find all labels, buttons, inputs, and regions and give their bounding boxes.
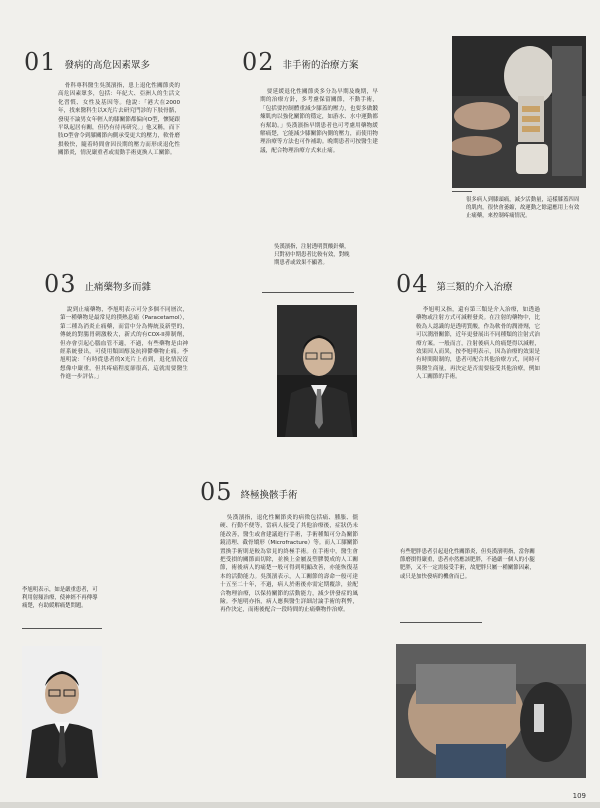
caption-rule — [452, 191, 472, 192]
section-05-body — [220, 514, 358, 776]
section-title: 止痛藥物多而雜 — [84, 282, 152, 293]
paragraph: 吳漢濱指，退化性關節炎的病徵包括痛、腫脹、僵硬、行動不便等，當病人接受了其他治療後，症狀仍未能改善，醫生或會建議進行手術，手術種類可分為關節鏡清理、截骨矯形（Microfracture）等。而人工膝關節置換手術則是較為常見的終極手術。在手術中，醫生會把受損的關節面切除，並換上金屬及塑膠製成的人工關節，術後病人的痛楚一般可得到明顯改善，亦能恢復基本的活動能力。吳漢濱表示，人工關節的壽命一般可達十五至二十年，不過，病人於術後亦需定期覆診，並配合物理治療，以保持關節的活動能力，減少併發症的風險。李旭明亦指，病人應與醫生詳細討論手術的利弊，再作決定，而術後配合一段時間的止痛藥物作治療。 — [220, 515, 358, 614]
patient-caption: 有些肥胖患者引起退化性關節炎，但吳漢濱明指，當你關節磨損得嚴重，患者亦然應該肥胖，不過嚴一個人的小腿肥胖，又不一定需接受手術，故肥胖只屬一種關節因素，或只是加快發病的機會而已。 — [400, 549, 535, 580]
section-01-heading — [24, 50, 150, 74]
section-02-heading — [242, 50, 359, 74]
patient-photo — [396, 644, 586, 778]
doctor-portrait-image — [277, 305, 357, 437]
knee-caption: 很多病人到膝頭痛，減少活動量，這樣膝蓋四周的肌肉，很快會萎縮，故運動之餘還應用上有效止痛藥，來控制疼痛情況。 — [466, 197, 580, 220]
section-01-body — [58, 82, 180, 262]
section-title: 非手術的治療方案 — [282, 60, 359, 71]
section-number: 03 — [44, 270, 77, 298]
doctor-1-caption: 吳漢濱指，注射透明質酸針藥，只對初中期患者比較有效，對晚期患者或效果不顯著。 — [274, 244, 350, 267]
patient-image — [396, 644, 586, 778]
section-04-body — [416, 306, 540, 432]
bottom-edge — [0, 802, 600, 808]
section-number: 04 — [396, 270, 429, 298]
caption-rule — [22, 628, 102, 629]
knee-model-photo — [452, 36, 586, 188]
section-05-heading — [200, 480, 298, 504]
caption-rule — [400, 622, 482, 623]
caption-rule — [262, 292, 354, 293]
doctor-portrait-image — [22, 646, 102, 778]
doctor-1-photo — [277, 305, 357, 437]
section-number: 01 — [24, 48, 57, 76]
paragraph: 李旭明又指，還有第三類是介入治療，如透過藥物或注射方式可減輕發炎。在注射的藥物中，比較為人認識的是透明質酸，作為軟骨的潤滑劑，它可以潤滑關節，近年更發展出不同種類的注射式治療方案。一般而言，注射後病人的痛楚得以減輕，效果因人而異，按李旭明表示，因為治療的效果是有時間限制的，患者可配合其他治療方式，同時可與醫生商量，再決定是否需要接受其他治療，例如人工關節的手術。 — [416, 307, 540, 381]
paragraph: 要延緩退化性關節炎多分為早期及晚期，早期的治療方針，多考慮保留關節，不動手術，「包括要控制體重減少膝蓋的壓力，也要多做鍛煉肌肉以強化關節的穩定，如游水、水中運動都有幫助。」吳漢濱指早期患者也可考慮用藥物緩解痛楚，它能減少膝關節內側的壓力，而使用物理治療等方法也可作補助。晚期患者可按醫生建議，配合物理治療方式來止痛。 — [260, 89, 378, 154]
section-03-heading — [44, 272, 151, 296]
doctor-2-photo — [22, 646, 102, 778]
section-title: 終極換骸手術 — [240, 490, 298, 501]
page-number: 109 — [572, 792, 586, 800]
section-02-body — [260, 88, 378, 254]
paragraph: 說到止痛藥物，李旭明表示可分多個不同層次，第一種藥物是最常見的撲熱息痛（Paracetamol），第二種為消炎止痛藥，而當中分為傳統及新型的，傳統的對腸胃刺激較大，新式的有COX-II抑制劑，但亦會引起心腦血管不適，不過，有些藥物是由神經系統發出，可使用類固醇及抗抑鬱藥物止痛。李旭明說：「有時從患者的X光片上看到，退化情況沒想像中嚴重，但其疼痛程度卻很高，這就需要醫生作進一步評估。」 — [60, 307, 188, 381]
section-03-body — [60, 306, 188, 448]
section-title: 第三類的介入治療 — [436, 282, 513, 293]
section-04-heading — [396, 272, 513, 296]
section-number: 05 — [200, 478, 233, 506]
doctor-2-caption: 李旭明表示，如是嚴重患者，可利用射頻治療，使神經不再傳導痛楚，有助緩解痛楚問題。 — [22, 587, 98, 610]
section-title: 發病的高危因素眾多 — [64, 60, 151, 71]
knee-model-image — [452, 36, 586, 188]
paragraph: 骨科專科醫生吳漢濱指，患上退化性關節炎的高危因素眾多，包括：年紀大、亞洲人的生活文化習慣、女性及基因等。他說：「港大在2000年，找來醫科生以X光片去研究門診的下肢骨骼，發現不論男女年輕人的膝關節都偏向O型，懷疑跟平臥起居有關，但仍有待再研究。」他又稱，而下肢O型會令到膝關節內側承受更大的壓力，軟骨磨損較快，隨着時間會因長期的壓力而形成退化性關節炎，情況嚴重者或需動手術更換人工關節。 — [58, 83, 180, 157]
section-number: 02 — [242, 48, 275, 76]
